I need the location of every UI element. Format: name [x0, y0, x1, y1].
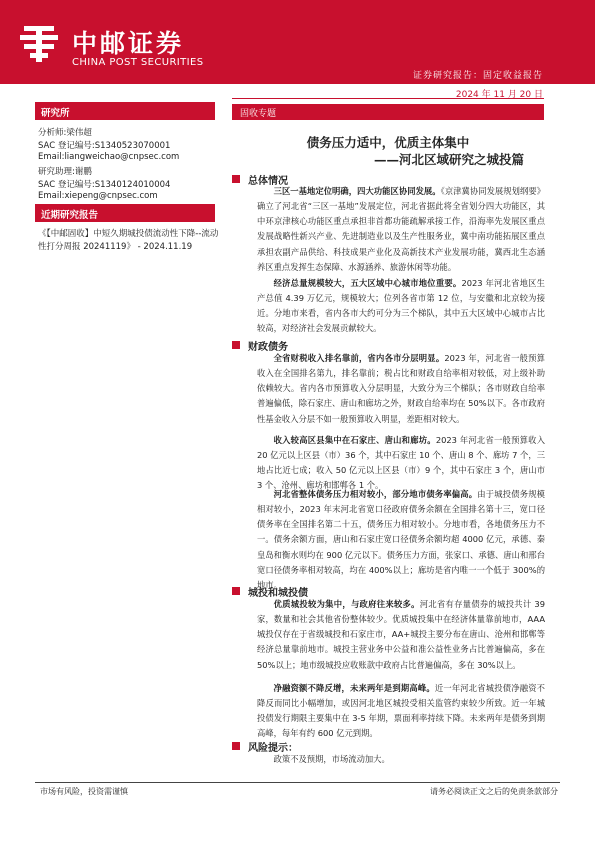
section-bullet-icon: [232, 175, 240, 183]
topic-tag: [232, 104, 544, 120]
recent-reports-heading-text: 近期研究报告: [41, 210, 99, 221]
assistant-sac: SAC 登记编号:S1340124010004: [38, 180, 171, 190]
brand-name-en: CHINA POST SECURITIES: [72, 57, 204, 68]
paragraph: 河北省整体债务压力相对较小，部分地市债务率偏高。由于城投债务规模相对较小，2023 年末河北省宽口径政府债务余额在全国排名第十三，宽口径债务率在全国排名第二十五，债务压力相对较小。分地市看，各地债务压力不一。债务余额方面，唐山和石家庄宽口径债务余额均超 4000 亿元，承德、秦皇岛和衡水则均在 900 亿元以下。债务压力方面，张家口、承德、唐山和邢台宽口径债务率相对较高，均在 400%以上；廊坊是省内唯一一个低于 300%的地市。: [257, 489, 545, 590]
section-bullet-icon: [232, 742, 240, 750]
paragraph: 净融资额不降反增，未来两年是到期高峰。近一年河北省城投债净融资不降反而同比小幅增加，或因河北地区城投受相关监管约束较少所致。近一年城投债发行期限主要集中在 3-5 年期，票面利率持续下降。未来两年是债务到期高峰，每年有约 600 亿元到期。: [257, 683, 545, 739]
section-title: 总体情况: [248, 176, 288, 187]
report-title: 债务压力适中，优质主体集中: [306, 135, 470, 150]
report-type-label: 证券研究报告：固定收益报告: [412, 71, 543, 81]
report-subtitle: ——河北区域研究之城投篇: [373, 152, 524, 167]
footer-disclaimer-note: 请务必阅读正文之后的免责条款部分: [430, 787, 558, 796]
paragraph: 优质城投较为集中，与政府往来较多。河北省有存量债券的城投共计 39 家，数量和社会其他省份整体较少。优质城投集中在经济体量靠前地市，AAA 城投仅存在于省级城投和石家庄市，AA+城投主要分布在唐山、沧州和邯郸等经济总量靠前地市。城投主营业务中公益和准公益性业务占比普遍偏高，多在 50%以上；地市级城投应收账款中政府占比普遍偏高，多在 30%以上。: [257, 599, 545, 670]
assistant-email[interactable]: Email:xiepeng@cnpsec.com: [38, 191, 158, 201]
section-bullet-icon: [232, 587, 240, 595]
assistant-name: 研究助理:谢鹏: [38, 167, 92, 177]
analyst-email[interactable]: Email:liangweichao@cnpsec.com: [38, 152, 180, 162]
paragraph: 政策不及预期，市场流动加大。: [273, 754, 390, 764]
research-institute-heading-text: 研究所: [41, 108, 70, 119]
section-title: 城投和城投债: [248, 588, 308, 599]
paragraph: 全省财税收入排名靠前，省内各市分层明显。2023 年，河北省一般预算收入在全国排名第九，排名靠前；税占比和财政自给率相对较低，对上级补助依赖较大。省内各市预算收入分层明显，大致分为三个梯队；各市财政自给率普遍偏低，除石家庄、唐山和廊坊之外，财政自给率均在 50%以下。各市政府性基金收入分层不如一般预算收入明显，差距相对较大。: [257, 353, 545, 424]
paragraph: 收入较高区县集中在石家庄、唐山和廊坊。2023 年河北省一般预算收入 20 亿元以上区县（市）36 个，其中石家庄 10 个、唐山 8 个、廊坊 7 个，三地占比近七成；收入 50 亿元以上区县（市）9 个，其中石家庄 3 个，唐山市 3 个、沧州、廊坊和邯郸各 1 个。: [257, 435, 545, 491]
analyst-sac: SAC 登记编号:S1340523070001: [38, 141, 171, 151]
footer-risk-note: 市场有风险，投资需谨慎: [40, 787, 128, 796]
paragraph: 三区一基地定位明确，四大功能区协同发展。《京津冀协同发展规划纲要》确立了河北省“三区一基地”发展定位，河北省据此将全省划分四大功能区，其中环京津核心功能区重点承担非首都功能疏解承接工作，沿海率先发展区重点发展战略性新兴产业、先进制造业以及生产性服务业，冀中南功能拓展区重点承担农副产品供给、科技成果产业化及高新技术产业发展功能，冀西北生态涵养区重点发挥生态保障、水源涵养、旅游休闲等功能。: [257, 186, 545, 272]
recent-report-link[interactable]: 《【中邮固收】中短久期城投债流动性下降--流动性打分周报 20241119》 - 2024.11.19: [38, 229, 219, 252]
research-institute-heading: [35, 102, 215, 120]
paragraph: 经济总量规模较大，五大区域中心城市地位重要。2023 年河北省地区生产总值 4.39 万亿元，规模较大；位列各省市第 12 位，与安徽和北京较为接近。分地市来看，省内各市大约可分为三个梯队，其中五大区域中心城市占比较高，对经济社会发展贡献较大。: [257, 278, 545, 334]
section-title: 财政债务: [248, 342, 288, 353]
topic-tag-text: 固收专题: [240, 109, 277, 119]
brand-name-cn: 中邮证券: [72, 29, 185, 58]
china-post-logo-icon: [18, 22, 62, 66]
section-title: 风险提示：: [248, 743, 298, 754]
analyst-name: 分析师:梁伟超: [38, 128, 92, 138]
report-date: 2024 年 11 月 20 日: [455, 90, 543, 100]
recent-reports-heading: [35, 204, 215, 222]
footer-divider: [35, 782, 560, 783]
header-divider: [232, 98, 544, 99]
section-bullet-icon: [232, 341, 240, 349]
